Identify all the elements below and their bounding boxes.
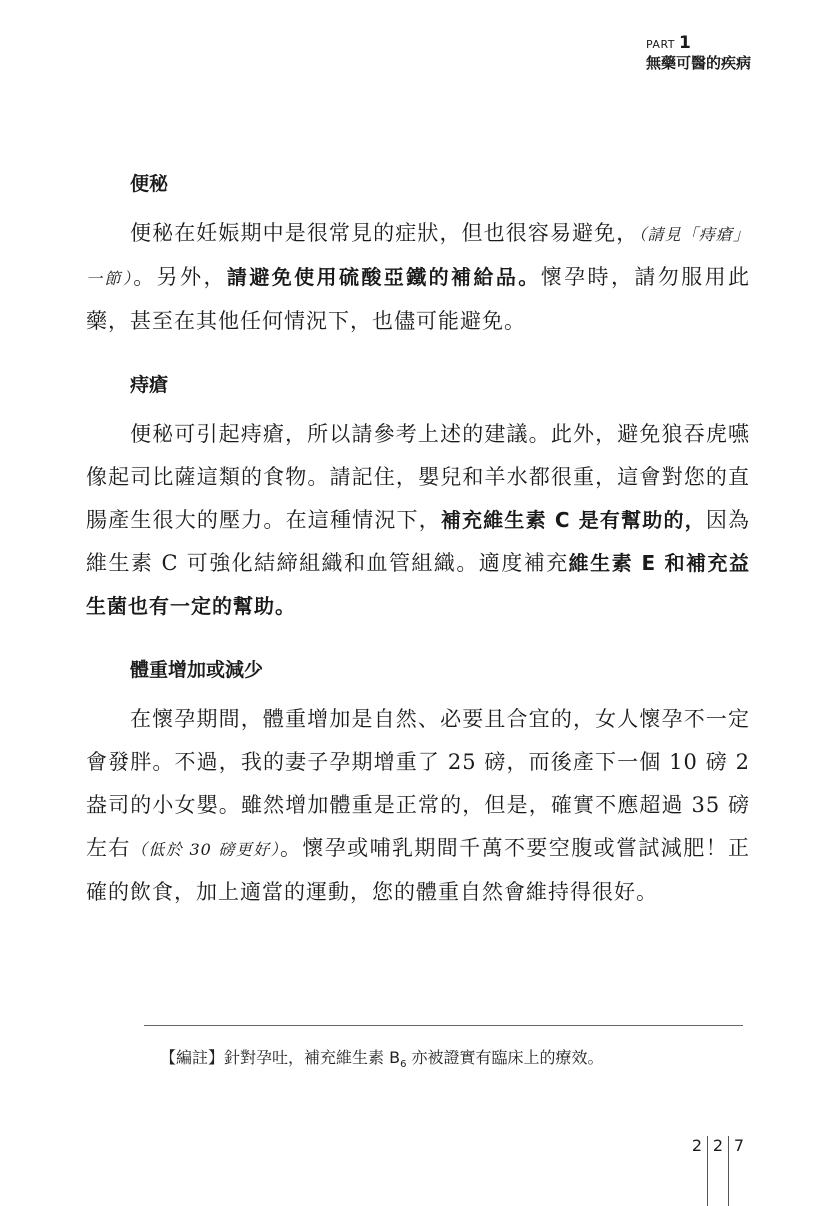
part-number: 1 (679, 33, 692, 53)
part-text: PART (645, 38, 676, 51)
text-run: 懷孕時，請勿服用此藥，甚至在其他任何情況下，也儘可能避免。 (86, 265, 751, 333)
section-heading-hemorrhoids: 痔瘡 (130, 374, 169, 396)
part-label (645, 33, 751, 53)
paragraph-hemorrhoids (86, 413, 750, 628)
text-run: 因為維生素 C 可強化結締組織和血管組織。適度補充 (86, 508, 751, 575)
emphasis-text: 請避免使用硫酸亞鐵的補給品。 (226, 265, 541, 289)
text-run: 便秘可引起痔瘡，所以請參考上述的建議。此外，避免狼吞虎嚥像起司比薩這類的食物。請記住，嬰兒和羊水都很重，這會對您的直腸產生很大的壓力。在這種情況下， (86, 422, 750, 532)
page-number-digit: 2 (691, 1136, 703, 1155)
running-header (645, 33, 751, 73)
folio-divider (728, 1136, 729, 1206)
page-number-digit: 2 (712, 1136, 724, 1155)
inline-note: （低於 30 磅更好） (130, 840, 280, 859)
main-content (86, 170, 750, 942)
paragraph-constipation (86, 212, 750, 343)
footnote (160, 1046, 750, 1077)
chapter-title: 無藥可醫的疾病 (645, 54, 751, 72)
footnote-text: 【編註】針對孕吐，補充維生素 B (160, 1048, 401, 1067)
text-run: 。懷孕或哺乳期間千萬不要空腹或嘗試減肥！正確的飲食，加上適當的運動，您的體重自然會維持得很好。 (86, 836, 751, 904)
footnote-text: 亦被證實有臨床上的療效。 (406, 1048, 604, 1067)
text-run: 在懷孕期間，體重增加是自然、必要且合宜的，女人懷孕不一定會發胖。不過，我的妻子孕期增重了 25 磅，而後產下一個 10 磅 2 盎司的小女嬰。雖然增加體重是正常的，但是，確實不應超過 35 磅左右 (86, 707, 750, 860)
inline-note: （請見「痔瘡」一節） (86, 225, 750, 288)
page-number (688, 1136, 748, 1206)
footnote-divider (144, 1025, 743, 1026)
text-run: 。另外， (133, 265, 227, 289)
section-heading-constipation: 便秘 (130, 173, 169, 195)
emphasis-text: 維生素 E 和補充益生菌也有一定的幫助。 (86, 551, 750, 618)
page-number-digit: 7 (733, 1136, 745, 1155)
paragraph-weight (86, 698, 750, 914)
text-run: 便秘在妊娠期中是很常見的症狀，但也很容易避免， (130, 221, 639, 245)
folio-divider (707, 1136, 708, 1206)
emphasis-text: 補充維生素 C 是有幫助的， (440, 508, 706, 532)
section-heading-weight: 體重增加或減少 (130, 659, 264, 681)
footnote-subscript: 6 (400, 1059, 407, 1071)
